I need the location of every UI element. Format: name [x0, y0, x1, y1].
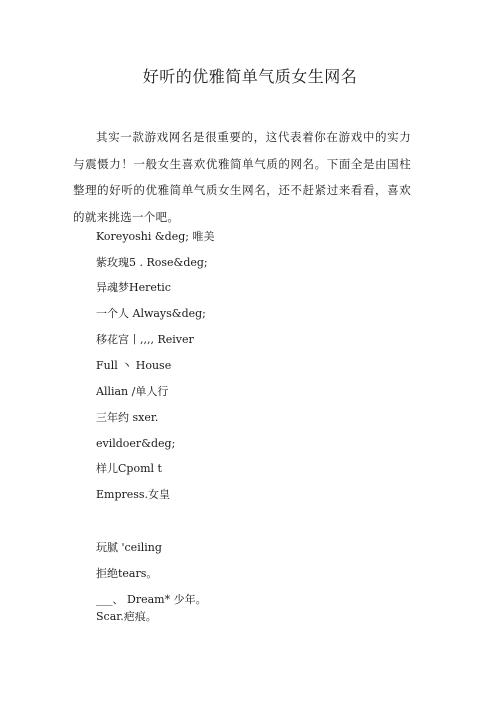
list-item: 玩腻 'ceiling: [96, 541, 162, 554]
list-item: 拒绝tears。: [96, 567, 158, 580]
list-item: 紫玫瑰5 . Rose&deg;: [96, 256, 208, 269]
intro-paragraph: 其实一款游戏网名是很重要的，这代表着你在游戏中的实力与震慑力！一般女生喜欢优雅简单气质的网名。下面全是由国柱整理的好听的优雅简单气质女生网名，还不赶紧过来看看，喜欢的就来挑选一个吧。: [73, 130, 411, 224]
list-item: Scar.疤痕。: [96, 610, 157, 623]
list-item: 三年约 sxer.: [96, 411, 159, 424]
list-item: Empress.女皇: [96, 488, 171, 501]
list-item: 异魂梦Heretic: [96, 281, 171, 294]
list-item: evildoer&deg;: [96, 437, 176, 450]
page-title: 好听的优雅简单气质女生网名: [142, 67, 358, 86]
list-item: Koreyoshi &deg; 唯美: [96, 230, 215, 243]
list-item: Allian /单人行: [96, 385, 169, 398]
list-item: 移花宫丨,,,, Reiver: [96, 333, 194, 346]
list-item: 样儿Cpoml t: [96, 462, 162, 475]
list-item: 一个人 Always&deg;: [96, 307, 206, 320]
list-item: ___、 Dream* 少年。: [96, 593, 207, 606]
list-item: Full 丶 House: [96, 359, 172, 372]
